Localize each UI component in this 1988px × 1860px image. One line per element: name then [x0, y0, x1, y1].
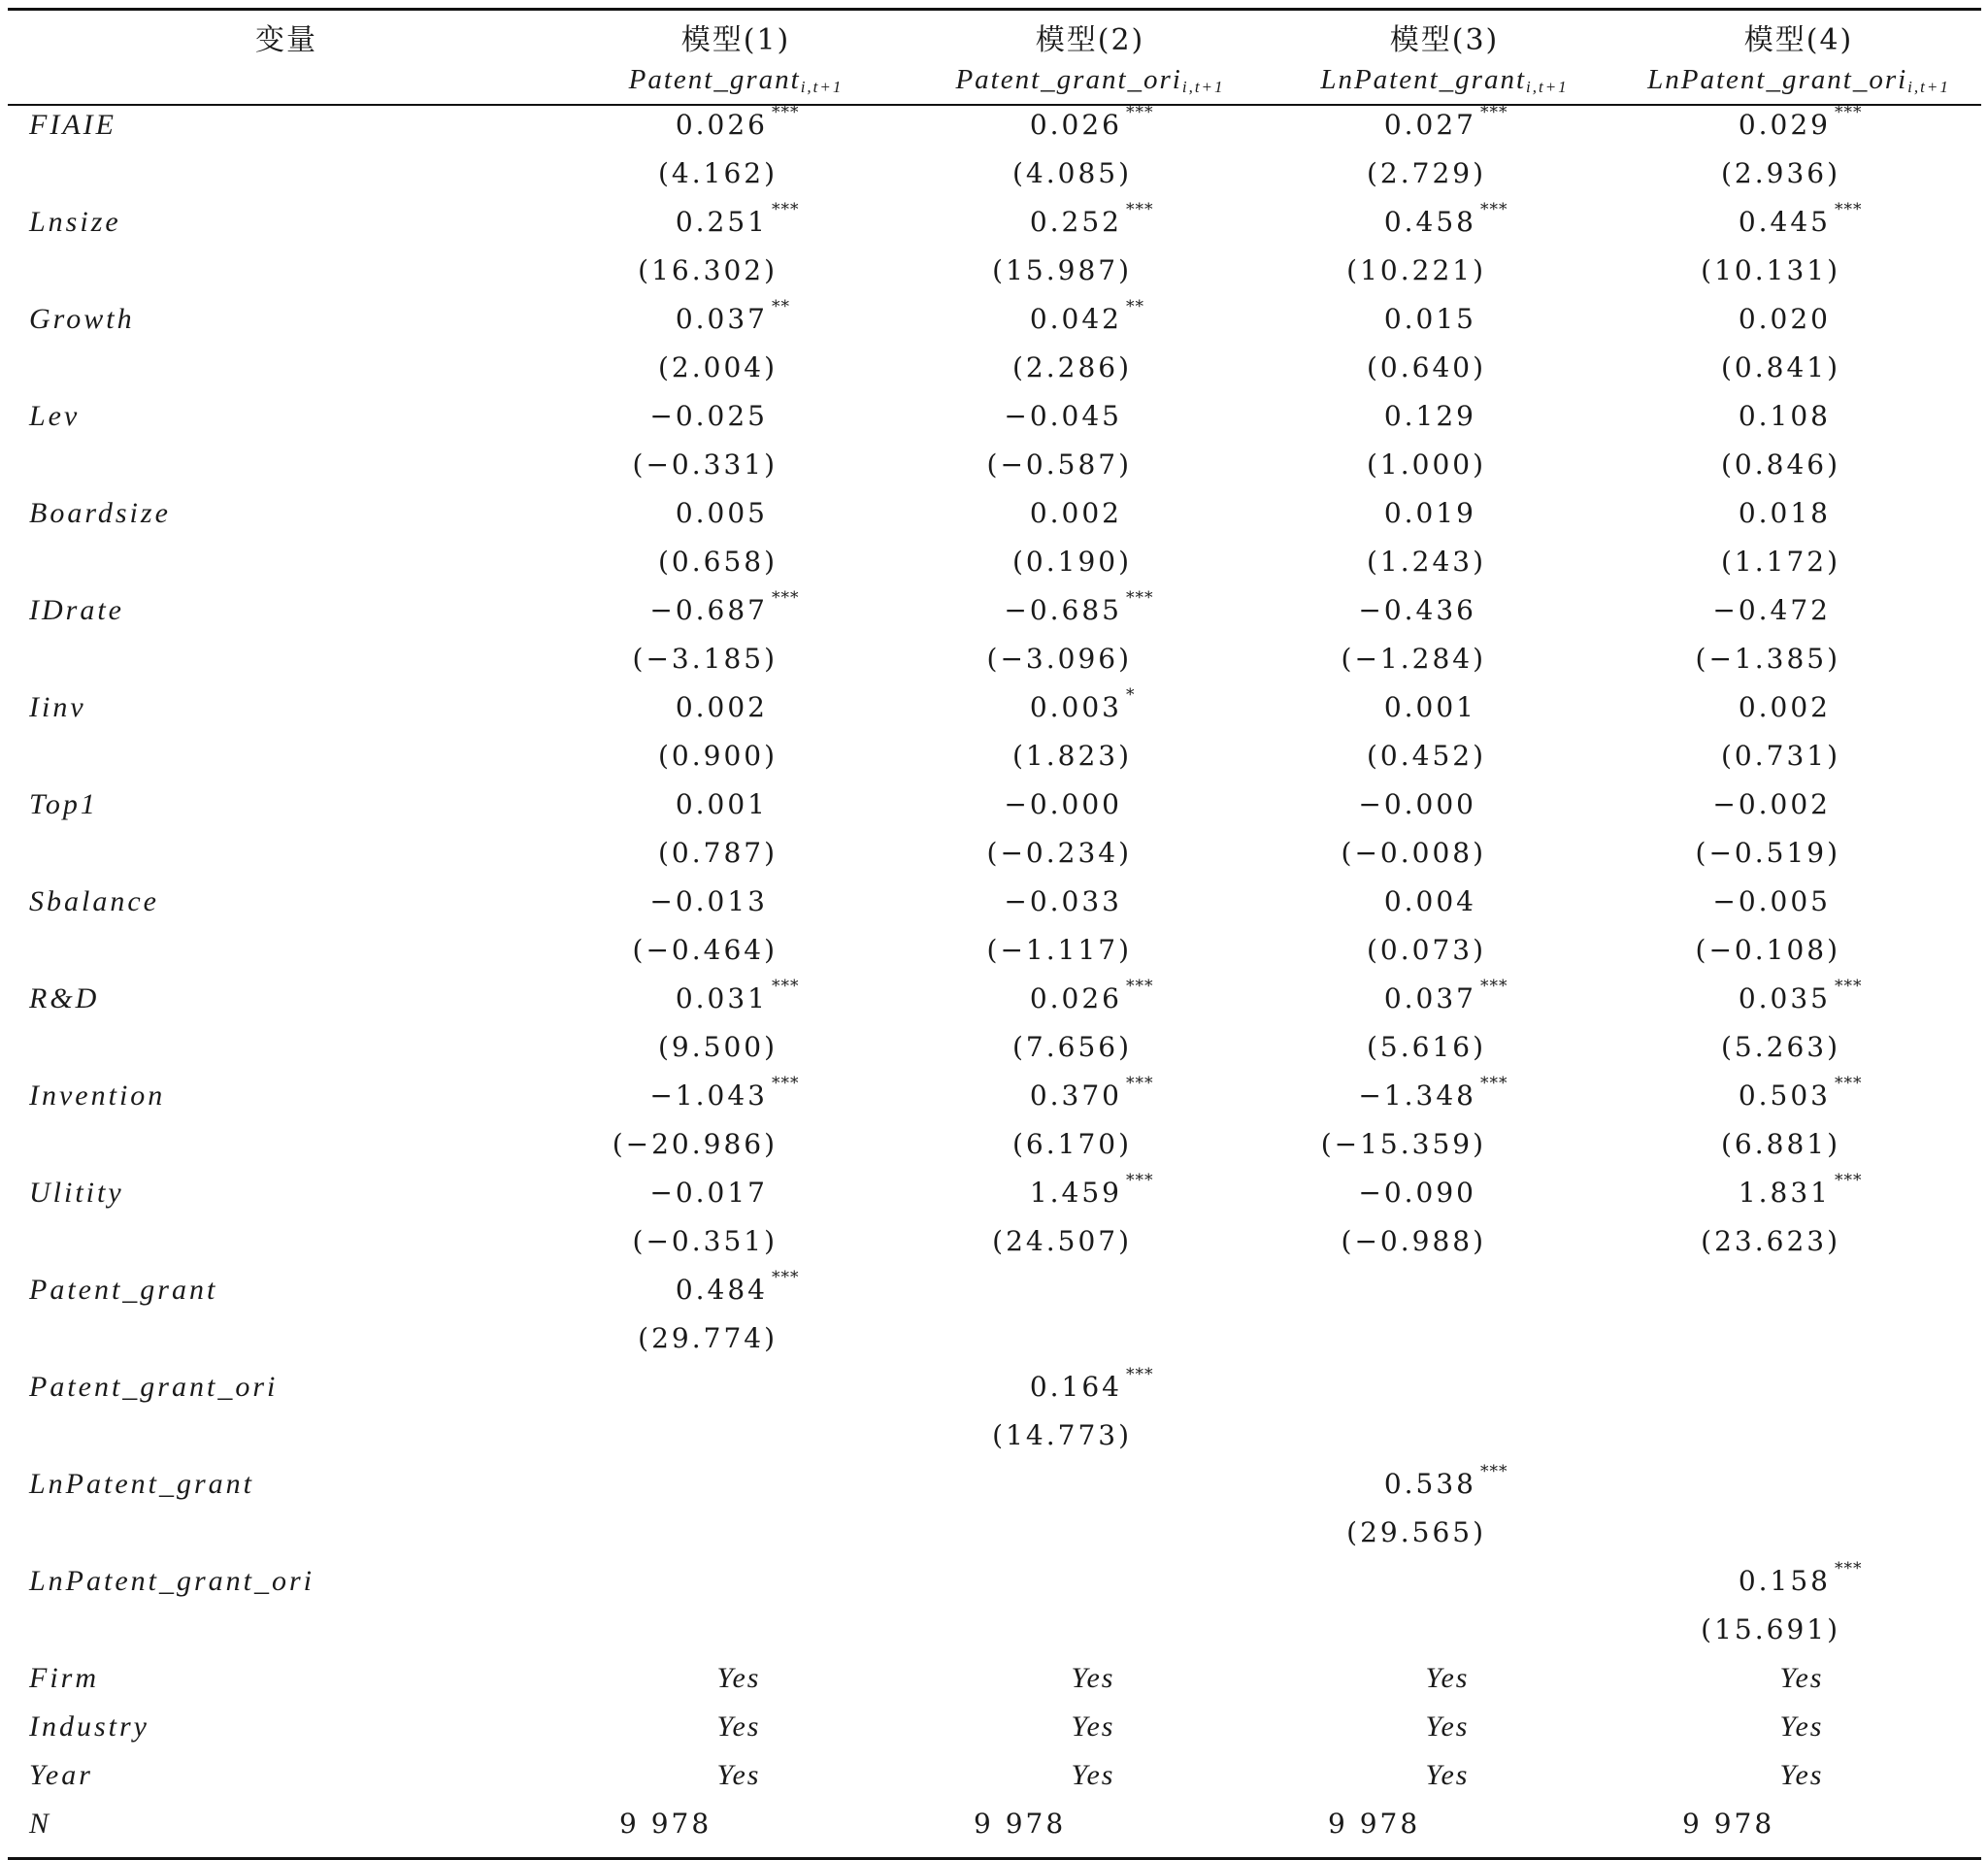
t-statistic: (−1.284) [1341, 643, 1486, 675]
significance-stars: *** [1480, 977, 1508, 996]
fixed-effect-indicator: Yes [1779, 1662, 1824, 1694]
t-statistic: (2.729) [1366, 157, 1486, 189]
coefficient-row [8, 977, 1981, 1031]
significance-stars: *** [1835, 103, 1863, 122]
coefficient-value [535, 200, 800, 238]
coefficient-number: −1.043 *** [649, 1074, 800, 1112]
coefficient-number: 0.037 ** [675, 297, 790, 335]
significance-stars: *** [1835, 1074, 1863, 1093]
variable-name: Lev [29, 400, 81, 432]
coefficient-number: 0.251 *** [675, 200, 800, 238]
header-dependent-variable [906, 64, 1275, 97]
coefficient-number: 0.002 [1029, 497, 1122, 529]
t-statistic-row [8, 1613, 1981, 1662]
coefficient-number: −0.005 [1712, 885, 1831, 917]
variable-name: N [29, 1808, 52, 1840]
coefficient-number: −0.687 *** [649, 588, 800, 626]
coefficient-number: 0.029 *** [1738, 103, 1863, 141]
t-statistic: (1.823) [1011, 740, 1132, 772]
t-statistic: (−0.234) [986, 837, 1132, 869]
coefficient-row [8, 1171, 1981, 1225]
dependent-variable-subscript: i,t+1 [1526, 78, 1569, 96]
coefficient-number: −0.000 [1004, 788, 1122, 820]
significance-stars: *** [1480, 1074, 1508, 1093]
coefficient-value [535, 588, 800, 626]
t-statistic: (2.004) [657, 351, 778, 383]
coefficient-value [889, 1171, 1154, 1209]
coefficient-number: 0.005 [675, 497, 768, 529]
significance-stars: *** [1835, 1559, 1863, 1578]
observation-count: 9 978 [1328, 1808, 1421, 1840]
t-statistic-row [8, 546, 1981, 594]
observation-count: 9 978 [1682, 1808, 1775, 1840]
significance-stars: * [1126, 685, 1136, 705]
fixed-effect-indicator: Yes [1779, 1759, 1824, 1791]
header-model-label: 模型(2) [1035, 23, 1145, 57]
significance-stars: *** [772, 1268, 800, 1287]
variable-name: Invention [29, 1079, 166, 1112]
t-statistic-row [8, 837, 1981, 885]
t-statistic: (−1.385) [1695, 643, 1840, 675]
coefficient-number: 0.026 *** [675, 103, 800, 141]
t-statistic: (2.936) [1720, 157, 1840, 189]
t-statistic: (0.900) [657, 740, 778, 772]
coefficient-value [1598, 885, 1831, 917]
coefficient-row [8, 103, 1981, 157]
coefficient-value [1598, 1074, 1863, 1112]
coefficient-value [1598, 1171, 1863, 1209]
t-statistic: (5.263) [1720, 1031, 1840, 1063]
coefficient-number: 0.004 [1383, 885, 1476, 917]
coefficient-number: 1.459 *** [1029, 1171, 1154, 1209]
t-statistic-row [8, 1516, 1981, 1565]
observation-count: 9 978 [619, 1808, 712, 1840]
coefficient-value [889, 788, 1122, 820]
t-statistic: (29.565) [1346, 1516, 1486, 1548]
header-dependent-variable [1614, 64, 1983, 97]
significance-stars: *** [1126, 103, 1154, 122]
coefficient-number: −1.348 *** [1358, 1074, 1508, 1112]
coefficient-value [1598, 594, 1831, 626]
coefficient-number: 0.158 *** [1738, 1559, 1863, 1597]
coefficient-number: −0.090 [1358, 1177, 1476, 1209]
coefficient-value [1598, 200, 1863, 238]
observations-row [8, 1808, 1981, 1856]
significance-stars: *** [772, 103, 800, 122]
header-dependent-variable [1260, 64, 1629, 97]
coefficient-number: 0.031 *** [675, 977, 800, 1014]
t-statistic: (0.841) [1720, 351, 1840, 383]
coefficient-row [8, 1462, 1981, 1516]
variable-name: Patent_grant_ori [29, 1371, 279, 1403]
t-statistic: (10.131) [1701, 254, 1840, 286]
dependent-variable-name: Patent_grant_ori [955, 64, 1182, 95]
significance-stars: *** [1835, 200, 1863, 219]
coefficient-value [889, 977, 1154, 1014]
coefficient-row [8, 497, 1981, 546]
coefficient-row [8, 297, 1981, 351]
t-statistic: (24.507) [992, 1225, 1132, 1257]
t-statistic: (2.286) [1011, 351, 1132, 383]
coefficient-value [1243, 885, 1476, 917]
dependent-variable-name: LnPatent_grant [1320, 64, 1526, 95]
t-statistic: (15.987) [992, 254, 1132, 286]
header-dependent-variable [551, 64, 920, 97]
coefficient-number: 0.001 [675, 788, 768, 820]
coefficient-number: 0.129 [1383, 400, 1476, 432]
coefficient-value [535, 977, 800, 1014]
fixed-effect-indicator: Yes [1071, 1662, 1115, 1694]
t-statistic: (6.881) [1720, 1128, 1840, 1160]
fixed-effect-indicator: Yes [1071, 1711, 1115, 1743]
t-statistic: (0.658) [657, 546, 778, 578]
coefficient-number: −0.002 [1712, 788, 1831, 820]
t-statistic-row [8, 643, 1981, 691]
coefficient-number: 0.002 [1738, 691, 1831, 723]
coefficient-value [535, 400, 768, 432]
coefficient-number: 0.252 *** [1029, 200, 1154, 238]
variable-name: LnPatent_grant [29, 1468, 255, 1500]
t-statistic-row [8, 740, 1981, 788]
header-model-label: 模型(1) [680, 23, 791, 57]
coefficient-value [535, 1177, 768, 1209]
coefficient-value [1243, 977, 1508, 1014]
coefficient-value [889, 497, 1122, 529]
coefficient-row [8, 200, 1981, 254]
significance-stars: *** [1126, 977, 1154, 996]
t-statistic: (−3.096) [986, 643, 1132, 675]
coefficient-value [1243, 594, 1476, 626]
coefficient-value [535, 1074, 800, 1112]
fixed-effect-row [8, 1759, 1981, 1808]
t-statistic-row [8, 1419, 1981, 1468]
coefficient-number: 0.538 *** [1383, 1462, 1508, 1500]
coefficient-number: 0.370 *** [1029, 1074, 1154, 1112]
dependent-variable-subscript: i,t+1 [1181, 78, 1225, 96]
t-statistic-row [8, 1225, 1981, 1274]
t-statistic: (0.846) [1720, 448, 1840, 481]
variable-name: R&D [29, 982, 100, 1014]
coefficient-value [1243, 497, 1476, 529]
t-statistic: (−1.117) [986, 934, 1132, 966]
coefficient-value [535, 1268, 800, 1306]
header-model-label: 模型(3) [1389, 23, 1500, 57]
coefficient-value [1243, 1177, 1476, 1209]
coefficient-number: 0.164 *** [1029, 1365, 1154, 1403]
t-statistic: (0.787) [657, 837, 778, 869]
t-statistic: (−3.185) [632, 643, 778, 675]
t-statistic: (4.085) [1011, 157, 1132, 189]
t-statistic: (0.452) [1366, 740, 1486, 772]
coefficient-value [889, 588, 1154, 626]
coefficient-value [535, 103, 800, 141]
variable-name: Top1 [29, 788, 98, 820]
coefficient-row [8, 1074, 1981, 1128]
table-header [8, 8, 1981, 105]
variable-name: FIAIE [29, 109, 116, 141]
observation-count: 9 978 [974, 1808, 1067, 1840]
variable-name: Industry [29, 1711, 149, 1743]
coefficient-row [8, 1559, 1981, 1613]
t-statistic: (4.162) [657, 157, 778, 189]
significance-stars: *** [1126, 588, 1154, 608]
variable-name: Ulitity [29, 1177, 124, 1209]
significance-stars: *** [1480, 1462, 1508, 1481]
coefficient-number: 0.042 ** [1029, 297, 1144, 335]
t-statistic: (5.616) [1366, 1031, 1486, 1063]
fixed-effect-indicator: Yes [1425, 1759, 1470, 1791]
coefficient-value [1598, 400, 1831, 432]
coefficient-value [1598, 497, 1831, 529]
coefficient-number: −0.033 [1004, 885, 1122, 917]
dependent-variable-name: Patent_grant [628, 64, 801, 95]
significance-stars: *** [772, 1074, 800, 1093]
coefficient-value [1243, 1462, 1508, 1500]
coefficient-number: 0.035 *** [1738, 977, 1863, 1014]
t-statistic-row [8, 934, 1981, 982]
t-statistic: (−0.008) [1341, 837, 1486, 869]
t-statistic: (14.773) [992, 1419, 1132, 1451]
t-statistic: (23.623) [1701, 1225, 1840, 1257]
coefficient-value [889, 1074, 1154, 1112]
t-statistic: (−0.108) [1695, 934, 1840, 966]
t-statistic: (16.302) [638, 254, 778, 286]
coefficient-number: 0.445 *** [1738, 200, 1863, 238]
fixed-effect-indicator: Yes [716, 1662, 761, 1694]
dependent-variable-subscript: i,t+1 [800, 78, 844, 96]
coefficient-value [1243, 400, 1476, 432]
t-statistic-row [8, 1031, 1981, 1079]
header-variable-label: 变量 [255, 23, 317, 57]
table-body [8, 103, 1981, 1856]
coefficient-row [8, 1268, 1981, 1322]
t-statistic-row [8, 1322, 1981, 1371]
t-statistic: (−0.519) [1695, 837, 1840, 869]
coefficient-row [8, 400, 1981, 448]
coefficient-number: 0.003 * [1029, 685, 1136, 723]
t-statistic: (10.221) [1346, 254, 1486, 286]
significance-stars: *** [1835, 977, 1863, 996]
coefficient-number: 0.026 *** [1029, 103, 1154, 141]
coefficient-value [1598, 691, 1831, 723]
t-statistic: (−0.988) [1341, 1225, 1486, 1257]
coefficient-number: 0.015 [1383, 303, 1476, 335]
coefficient-value [889, 400, 1122, 432]
coefficient-number: −0.025 [649, 400, 768, 432]
coefficient-value [1598, 977, 1863, 1014]
coefficient-row [8, 788, 1981, 837]
coefficient-value [1243, 200, 1508, 238]
coefficient-number: −0.013 [649, 885, 768, 917]
variable-name: Firm [29, 1662, 99, 1694]
t-statistic: (0.190) [1011, 546, 1132, 578]
fixed-effect-indicator: Yes [1425, 1662, 1470, 1694]
t-statistic: (−20.986) [612, 1128, 778, 1160]
coefficient-value [1243, 788, 1476, 820]
regression-table [8, 8, 1981, 1858]
coefficient-value [1243, 103, 1508, 141]
t-statistic: (−0.331) [632, 448, 778, 481]
coefficient-value [889, 200, 1154, 238]
variable-name: Boardsize [29, 497, 171, 529]
variable-name: IDrate [29, 594, 124, 626]
variable-name: Growth [29, 303, 135, 335]
significance-stars: *** [1126, 200, 1154, 219]
coefficient-number: −0.000 [1358, 788, 1476, 820]
t-statistic-row [8, 351, 1981, 400]
coefficient-value [889, 297, 1144, 335]
fixed-effect-indicator: Yes [1071, 1759, 1115, 1791]
coefficient-value [1598, 103, 1863, 141]
t-statistic-row [8, 157, 1981, 206]
significance-stars: *** [772, 977, 800, 996]
coefficient-number: −0.017 [649, 1177, 768, 1209]
coefficient-value [1598, 788, 1831, 820]
t-statistic: (9.500) [657, 1031, 778, 1063]
coefficient-number: −0.685 *** [1004, 588, 1154, 626]
coefficient-row [8, 885, 1981, 934]
fixed-effect-indicator: Yes [1779, 1711, 1824, 1743]
variable-name: Lnsize [29, 206, 121, 238]
coefficient-number: −0.472 [1712, 594, 1831, 626]
significance-stars: *** [1480, 103, 1508, 122]
coefficient-number: 0.027 *** [1383, 103, 1508, 141]
coefficient-value [535, 297, 790, 335]
coefficient-number: −0.045 [1004, 400, 1122, 432]
coefficient-number: 0.108 [1738, 400, 1831, 432]
coefficient-number: 0.020 [1738, 303, 1831, 335]
variable-name: Sbalance [29, 885, 159, 917]
significance-stars: *** [1126, 1365, 1154, 1384]
t-statistic: (0.640) [1366, 351, 1486, 383]
significance-stars: ** [1126, 297, 1144, 316]
coefficient-number: 1.831 *** [1738, 1171, 1863, 1209]
coefficient-value [1598, 303, 1831, 335]
coefficient-value [889, 685, 1136, 723]
t-statistic: (6.170) [1011, 1128, 1132, 1160]
coefficient-number: −0.436 [1358, 594, 1476, 626]
t-statistic: (15.691) [1701, 1613, 1840, 1645]
significance-stars: *** [1126, 1171, 1154, 1190]
variable-name: Patent_grant [29, 1274, 218, 1306]
fixed-effect-indicator: Yes [1425, 1711, 1470, 1743]
coefficient-value [535, 497, 768, 529]
significance-stars: *** [772, 200, 800, 219]
coefficient-number: 0.037 *** [1383, 977, 1508, 1014]
significance-stars: *** [1835, 1171, 1863, 1190]
significance-stars: *** [1126, 1074, 1154, 1093]
coefficient-number: 0.484 *** [675, 1268, 800, 1306]
coefficient-number: 0.002 [675, 691, 768, 723]
variable-name: LnPatent_grant_ori [29, 1565, 315, 1597]
t-statistic: (0.073) [1366, 934, 1486, 966]
significance-stars: *** [772, 588, 800, 608]
dependent-variable-name: LnPatent_grant_ori [1647, 64, 1908, 95]
t-statistic: (−0.587) [986, 448, 1132, 481]
fixed-effect-indicator: Yes [716, 1759, 761, 1791]
coefficient-value [1243, 691, 1476, 723]
fixed-effect-row [8, 1711, 1981, 1759]
fixed-effect-indicator: Yes [716, 1711, 761, 1743]
coefficient-value [535, 691, 768, 723]
t-statistic-row [8, 448, 1981, 497]
coefficient-value [889, 1365, 1154, 1403]
coefficient-number: 0.026 *** [1029, 977, 1154, 1014]
t-statistic-row [8, 254, 1981, 303]
t-statistic: (−15.359) [1320, 1128, 1486, 1160]
coefficient-row [8, 1365, 1981, 1419]
variable-name: Iinv [29, 691, 86, 723]
t-statistic: (1.243) [1366, 546, 1486, 578]
significance-stars: ** [772, 297, 790, 316]
significance-stars: *** [1480, 200, 1508, 219]
coefficient-number: 0.019 [1383, 497, 1476, 529]
t-statistic: (1.172) [1720, 546, 1840, 578]
header-model-label: 模型(4) [1743, 23, 1854, 57]
t-statistic: (−0.464) [632, 934, 778, 966]
variable-name: Year [29, 1759, 93, 1791]
coefficient-row [8, 685, 1981, 740]
coefficient-value [535, 885, 768, 917]
coefficient-number: 0.458 *** [1383, 200, 1508, 238]
coefficient-value [889, 885, 1122, 917]
coefficient-row [8, 588, 1981, 643]
coefficient-value [1243, 303, 1476, 335]
coefficient-number: 0.503 *** [1738, 1074, 1863, 1112]
coefficient-value [535, 788, 768, 820]
fixed-effect-row [8, 1662, 1981, 1711]
dependent-variable-subscript: i,t+1 [1907, 78, 1950, 96]
coefficient-value [889, 103, 1154, 141]
t-statistic-row [8, 1128, 1981, 1177]
t-statistic: (−0.351) [632, 1225, 778, 1257]
t-statistic: (1.000) [1366, 448, 1486, 481]
coefficient-number: 0.001 [1383, 691, 1476, 723]
coefficient-number: 0.018 [1738, 497, 1831, 529]
t-statistic: (7.656) [1011, 1031, 1132, 1063]
t-statistic: (29.774) [638, 1322, 778, 1354]
header-rule [8, 104, 1981, 106]
coefficient-value [1598, 1559, 1863, 1597]
coefficient-value [1243, 1074, 1508, 1112]
t-statistic: (0.731) [1720, 740, 1840, 772]
